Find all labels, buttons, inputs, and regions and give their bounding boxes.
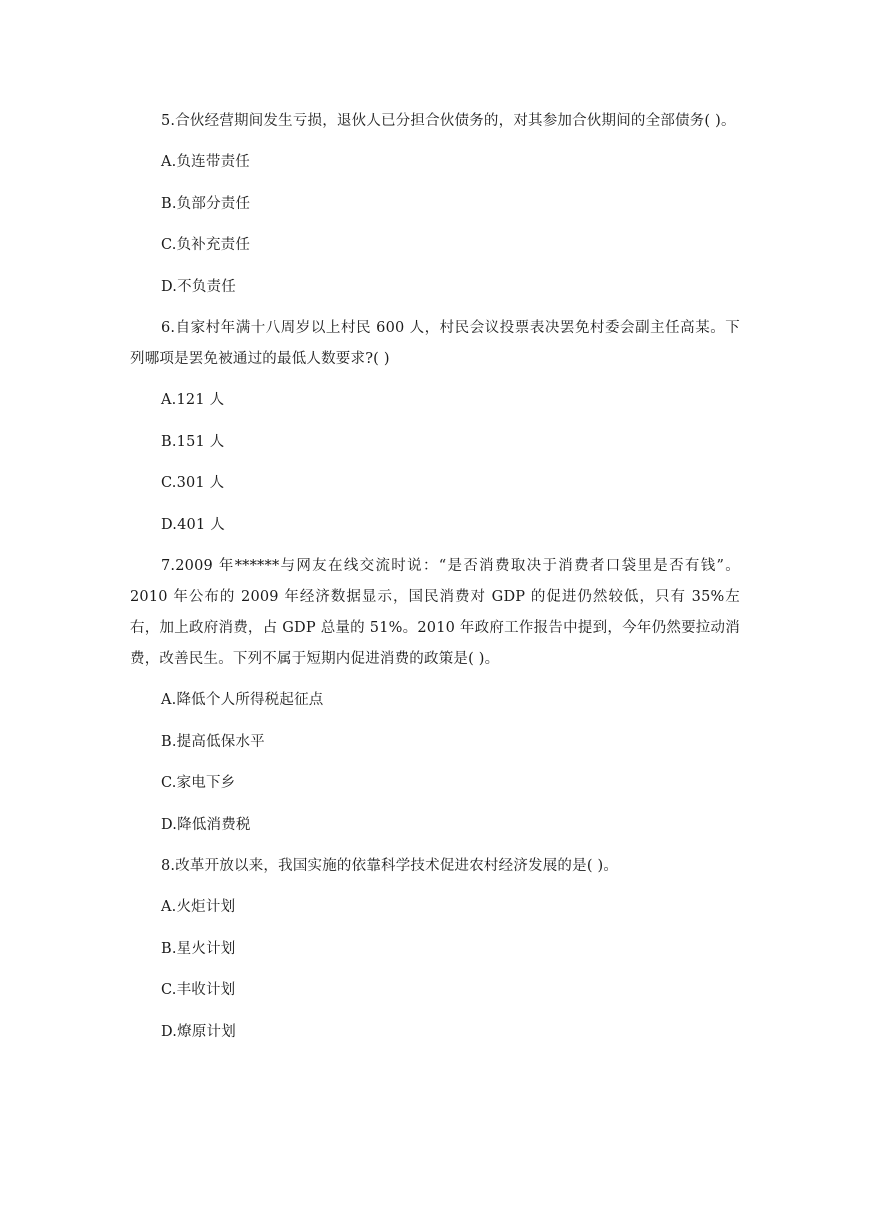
option-list: [130, 680, 740, 846]
option-c: C.301 人: [161, 475, 225, 491]
question-text: 8.改革开放以来，我国实施的依靠科学技术促进农村经济发展的是( )。: [161, 858, 619, 874]
option-a: A.121 人: [161, 392, 225, 408]
option-list: [130, 142, 740, 308]
question-text: 5.合伙经营期间发生亏损，退伙人已分担合伙债务的，对其参加合伙期间的全部债务( )。: [161, 113, 736, 129]
option-list: [130, 887, 740, 1053]
question-text: 7.2009 年******与网友在线交流时说：“是否消费取决于消费者口袋里是否有钱”。2010 年公布的 2009 年经济数据显示，国民消费对 GDP 的促进仍然较低，只有 35%左右，加上政府消费，占 GDP 总量的 51%。2010 年政府工作报告中提到，今年仍然要拉动消费，改善民生。下列不属于短期内促进消费的政策是( )。: [130, 558, 740, 667]
option-a: A.降低个人所得税起征点: [161, 692, 324, 708]
option-d: D.燎原计划: [161, 1023, 236, 1040]
document-content: [130, 106, 740, 1053]
question-5: [130, 106, 740, 308]
option-a: A.火炬计划: [161, 899, 236, 915]
question-7: [130, 551, 740, 846]
option-c: C.丰收计划: [161, 982, 236, 998]
option-list: [130, 380, 740, 546]
option-d: D.不负责任: [161, 278, 236, 295]
option-c: C.负补充责任: [161, 237, 251, 253]
question-6: [130, 313, 740, 546]
option-c: C.家电下乡: [161, 775, 236, 791]
option-b: B.星火计划: [161, 940, 236, 957]
option-a: A.负连带责任: [161, 154, 250, 170]
question-8: [130, 851, 740, 1053]
question-text: 6.自家村年满十八周岁以上村民 600 人，村民会议投票表决罢免村委会副主任高某。下列哪项是罢免被通过的最低人数要求?( ): [130, 320, 740, 367]
option-b: B.151 人: [161, 433, 225, 450]
option-b: B.提高低保水平: [161, 733, 265, 750]
option-d: D.降低消费税: [161, 816, 251, 833]
option-d: D.401 人: [161, 516, 225, 533]
option-b: B.负部分责任: [161, 195, 251, 212]
